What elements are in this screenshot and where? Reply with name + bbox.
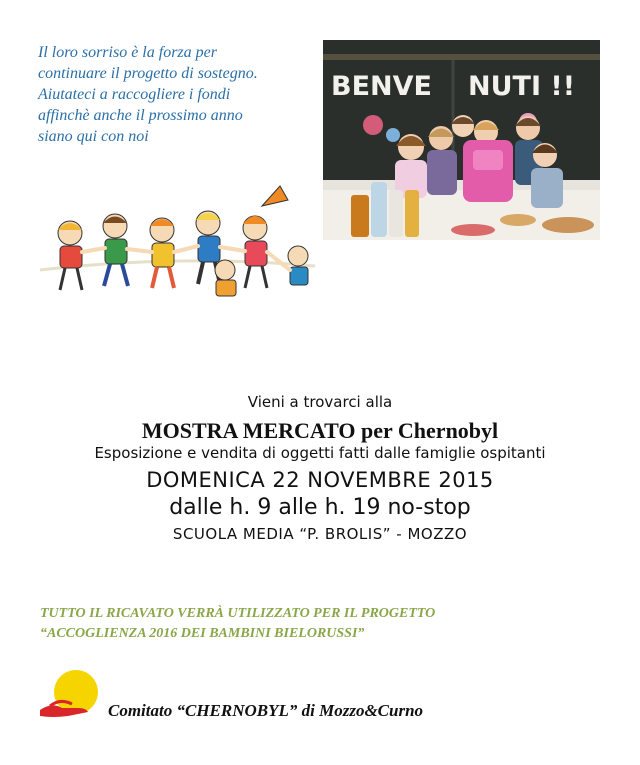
intro-line: Il loro sorriso è la forza per (38, 44, 217, 61)
child-5 (243, 186, 288, 288)
child-2 (103, 214, 128, 286)
proceeds-line: TUTTO IL RICAVATO VERRÀ UTILIZZATO PER IL PROGETTO (40, 606, 436, 621)
proceeds-note (40, 604, 610, 644)
board-text-left: BENVE (331, 71, 432, 102)
intro-line: Aiutateci a raccogliere i fondi (38, 86, 231, 103)
intro-line: affinchè anche il prossimo anno (38, 107, 243, 124)
event-title: MOSTRA MERCATO per Chernobyl (141, 418, 499, 443)
board-text-right: NUTI !! (468, 71, 576, 102)
event-date: DOMENICA 22 NOVEMBRE 2015 (146, 468, 494, 492)
children-illustration (40, 178, 320, 303)
proceeds-line: “ACCOGLIENZA 2016 DEI BAMBINI BIELORUSSI” (40, 626, 365, 641)
committee-logo-icon (38, 668, 104, 720)
child-1 (58, 221, 82, 290)
classroom-photo-illustration (323, 40, 600, 240)
event-hours: dalle h. 9 alle h. 19 no-stop (169, 495, 471, 520)
event-announcement (0, 393, 640, 543)
invite-line: Vieni a trovarci alla (247, 393, 393, 411)
intro-line: siano qui con noi (38, 128, 149, 145)
intro-text (38, 42, 318, 147)
event-description: Esposizione e vendita di oggetti fatti dalle famiglie ospitanti (94, 444, 546, 462)
committee-name: Comitato “CHERNOBYL” di Mozzo&Curno (108, 701, 424, 720)
intro-line: continuare il progetto di sostegno. (38, 65, 258, 82)
classroom-photo (323, 40, 600, 240)
event-venue: SCUOLA MEDIA “P. BROLIS” - MOZZO (172, 525, 468, 543)
